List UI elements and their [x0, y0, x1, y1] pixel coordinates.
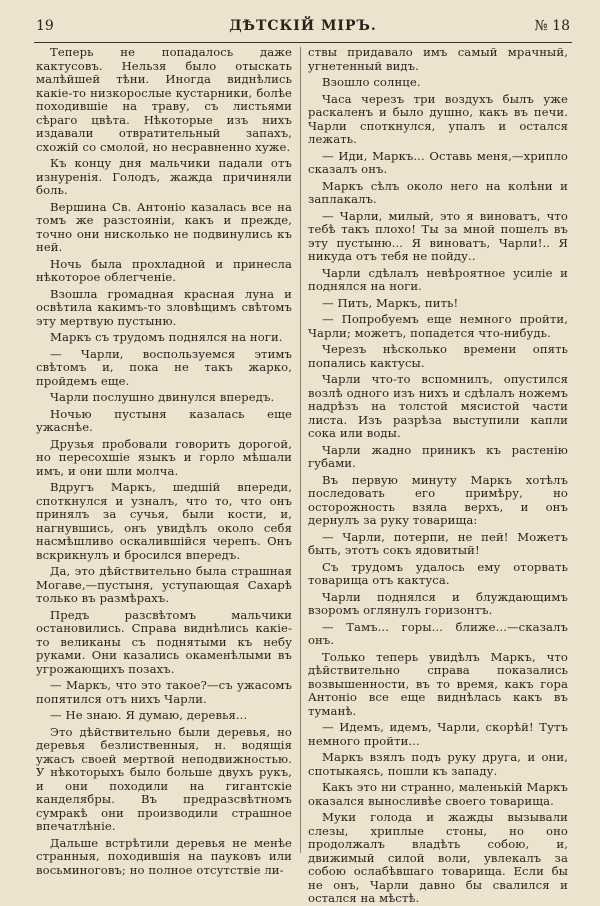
paragraph: Взошла громадная красная луна и освѣтила какимъ-то зловѣщимъ свѣтомъ эту мертвую пустыню. [36, 286, 292, 328]
page-number: 19 [36, 18, 54, 34]
paragraph: Вершина Св. Антоніо казалась все на томъ же разстояніи, какъ и прежде, точно они нисколько не подвинулись къ ней. [36, 199, 292, 254]
paragraph: Дальше встрѣтили деревья не менѣе странныя, походившія на пауковъ или восьминоговъ; но полное отсутствіе ли- [36, 835, 292, 877]
paragraph: Какъ это ни странно, маленькій Маркъ оказался выносливѣе своего товарища. [308, 780, 568, 808]
issue-number: № 18 [534, 18, 570, 34]
paragraph: — Не знаю. Я думаю, деревья... [50, 708, 248, 722]
column-divider [300, 47, 301, 853]
paragraph: Да, это дѣйствительно была страшная Могаве,—пустыня, уступающая Сахарѣ только въ размѣрахъ. [36, 564, 292, 605]
paragraph: Чарли что-то вспомнилъ, опустился возлѣ одного изъ нихъ и сдѣлалъ ножемъ надрѣзъ на толстой мясистой части листа. Изъ разрѣза выступили капли сока или воды. [308, 372, 568, 440]
paragraph: Ночью пустыня казалась еще ужаснѣе. [36, 406, 292, 434]
paragraph: Взошло солнце. [322, 75, 421, 89]
paragraph: Вдругъ Маркъ, шедшій впереди, споткнулся и узналъ, что то, что онъ принялъ за сучья, были кости, и, нагнувшись, онъ увидѣлъ около себя насмѣшливо оскалившійся черепъ. Онъ вскрикнулъ и бросился впередъ. [36, 480, 292, 562]
paragraph: — Тамъ... горы... ближе...—сказалъ онъ. [308, 619, 568, 647]
paragraph: — Маркъ, что это такое?—съ ужасомъ попятился отъ нихъ Чарли. [36, 678, 292, 706]
paragraph: Къ концу дня мальчики падали отъ изнуренія. Голодъ, жажда причиняли боль. [36, 156, 292, 197]
paragraph: — Попробуемъ еще немного пройти, Чарли; можетъ, попадется что-нибудь. [308, 312, 568, 340]
paragraph: Часа черезъ три воздухъ былъ уже раскаленъ и было душно, какъ въ печи. Чарли споткнулся, упалъ и остался лежать. [308, 91, 568, 146]
paragraph: — Пить, Маркъ, пить! [322, 295, 459, 310]
paragraph: Друзья пробовали говорить дорогой, но пересохшіе языкъ и горло мѣшали имъ, и они шли молча. [36, 436, 292, 478]
paragraph: Чарли поднялся и блуждающимъ взоромъ оглянулъ горизонтъ. [308, 589, 568, 617]
paragraph: Маркъ сѣлъ около него на колѣни и заплакалъ. [308, 178, 568, 206]
paragraph: — Чарли, воспользуемся этимъ свѣтомъ и, пока не такъ жарко, пройдемъ еще. [36, 346, 292, 388]
right-column [308, 45, 568, 905]
paragraph: Только теперь увидѣлъ Маркъ, что дѣйствительно справа показались возвышенности, въ то время, какъ гора Антоніо все еще виднѣлась какъ въ туманѣ. [308, 649, 568, 718]
paragraph: Чарли жадно приникъ къ растенію губами. [308, 442, 568, 470]
paragraph: — Идемъ, идемъ, Чарли, скорѣй! Тутъ немного пройти... [308, 720, 568, 748]
running-header [36, 18, 570, 42]
paragraph: — Чарли, милый, это я виноватъ, что тебѣ такъ плохо! Ты за мной пошелъ въ эту пустыню... Я виноватъ, Чарли!.. Я никуда отъ тебя не пойду.. [308, 208, 568, 263]
paragraph: Маркъ съ трудомъ поднялся на ноги. [50, 330, 283, 344]
paragraph: ствы придавало имъ самый мрачный, угнетенный видъ. [308, 45, 568, 73]
left-column [36, 45, 292, 877]
paragraph: Это дѣйствительно были деревья, но деревья безлиственныя, н. водящія ужасъ своей мертвой неподвижностью. У нѣкоторыхъ было больше двухъ рукъ, и они походили на гигантскіе канделябры. Въ предразсвѣтномъ сумракѣ они производили страшное впечатлѣніе. [36, 724, 292, 833]
paragraph: — Иди, Маркъ... Оставь меня,—хрипло сказалъ онъ. [308, 148, 568, 176]
paragraph: Черезъ нѣсколько времени опять попались кактусы. [308, 342, 568, 370]
magazine-title: ДѢТСКІЙ МІРЪ. [229, 18, 377, 34]
paragraph: Муки голода и жажды вызывали слезы, хриплые стоны, но оно продолжалъ владѣть собою, и, движимый силой воли, увлекалъ за собою ослабѣвшаго товарища. Если бы не онъ, Чарли давно бы свалился и остался на мѣстѣ. [308, 810, 568, 905]
paragraph: Чарли сдѣлалъ невѣроятное усиліе и поднялся на ноги. [308, 265, 568, 293]
paragraph: Съ трудомъ удалось ему оторвать товарища отъ кактуса. [308, 559, 568, 587]
paragraph: Предъ разсвѣтомъ мальчики остановились. Справа виднѣлись какіе-то великаны съ поднятыми къ небу руками. Они казались окаменѣлыми въ угрожающихъ позахъ. [36, 607, 292, 676]
paragraph: Маркъ взялъ подъ руку друга, и они, спотыкаясь, пошли къ западу. [308, 750, 568, 778]
paragraph: Ночь была прохладной и принесла нѣкоторое облегченіе. [36, 256, 292, 284]
paragraph: Чарли послушно двинулся впередъ. [50, 390, 275, 404]
paragraph: Теперь не попадалось даже кактусовъ. Нельзя было отыскать малѣйшей тѣни. Иногда виднѣлись какіе-то низкорослые кустарники, болѣе походившіе на траву, съ листьями сѣраго цвѣта. Нѣкоторые изъ нихъ издавали отвратительный запахъ, схожій со смолой, но несравненно хуже. [36, 45, 292, 154]
paragraph: — Чарли, потерпи, не пей! Можетъ быть, этотъ сокъ ядовитый! [308, 529, 568, 557]
header-rule [34, 42, 572, 43]
paragraph: Въ первую минуту Маркъ хотѣлъ последовать его примѣру, но осторожность взяла верхъ, и онъ дернулъ за руку товарища: [308, 472, 568, 527]
